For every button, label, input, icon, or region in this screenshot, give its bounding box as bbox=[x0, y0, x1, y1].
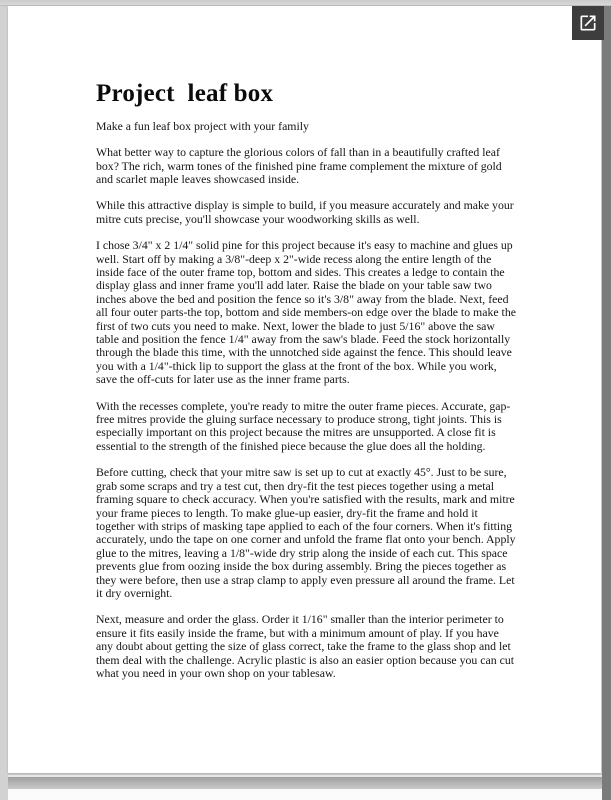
document-paragraph: I chose 3/4" x 2 1/4" solid pine for this project because it's easy to machine and glues up well. Start off by making a 3/8"-deep x 2"-wide recess along the entire length of the inside face of the outer frame top, bottom and sides. This creates a ledge to contain the display glass and inner frame you'll add later. Raise the blade on your table saw two inches above the bed and position the fence so it's 3/8" away from the blade. Next, feed all four outer parts-the top, bottom and side members-on edge over the blade to make the first of two cuts you need to make. Next, lower the blade to just 5/16" above the saw table and position the fence 1/4" away from the saw's blade. Feed the stock horizontally through the blade this time, with the unnotched side against the fence. This should leave you with a 1/4"-thick lip to support the glass at the front of the box. While you work, save the off-cuts for later use as the inner frame parts. bbox=[96, 238, 516, 387]
document-paragraph: While this attractive display is simple to build, if you measure accurately and make your mitre cuts precise, you'll showcase your woodworking skills as well. bbox=[96, 198, 514, 226]
document-page bbox=[8, 6, 601, 773]
document-paragraph: Before cutting, check that your mitre saw is set up to cut at exactly 45°. Just to be sure, grab some scraps and try a test cut, then dry-fit the test pieces together using a metal framing square to check accuracy. When you're satisfied with the results, mark and mitre your frame pieces to length. To make glue-up easier, dry-fit the frame and hold it together with strips of masking tape applied to each of the four corners. When it's fitting accurately, undo the tape on one corner and unfold the frame flat onto your bench. Apply glue to the mitres, leaving a 1/8"-wide dry strip along the inside of each cut. This space prevents glue from oozing inside the box during assembly. Bring the pieces together as they were before, then use a strap clamp to apply even pressure all around the frame. Let it dry overnight. bbox=[96, 465, 516, 600]
open-in-new-button[interactable] bbox=[572, 6, 604, 40]
document-paragraph: With the recesses complete, you're ready to mitre the outer frame pieces. Accurate, gap-free mitres provide the gluing surface necessary to produce strong, tight joints. This is especially important on this project because the mitres are unsupported. A close fit is essential to the strength of the finished piece because the glue does all the holding. bbox=[96, 398, 511, 453]
document-paragraph: What better way to capture the glorious colors of fall than in a beautifully crafted leaf box? The rich, warm tones of the finished pine frame complement the mixture of gold and scarlet maple leaves showcased inside. bbox=[96, 145, 502, 186]
page-title: Project leaf box bbox=[96, 80, 274, 107]
next-page-top-edge bbox=[8, 789, 602, 800]
page-separator bbox=[8, 775, 602, 789]
document-paragraph: Next, measure and order the glass. Order it 1/16" smaller than the interior perimeter to ensure it fits easily inside the frame, but with a minimum amount of play. If you have any doubt about getting the size of glass correct, take the frame to the glass shop and let them deal with the challenge. Acrylic plastic is also an easier option because you can cut what you need in your own shop on your tablesaw. bbox=[96, 612, 514, 680]
open-in-new-icon bbox=[578, 13, 598, 33]
document-body bbox=[96, 146, 516, 680]
vertical-scrollbar[interactable] bbox=[602, 6, 611, 800]
document-subtitle: Make a fun leaf box project with your family bbox=[96, 118, 309, 133]
